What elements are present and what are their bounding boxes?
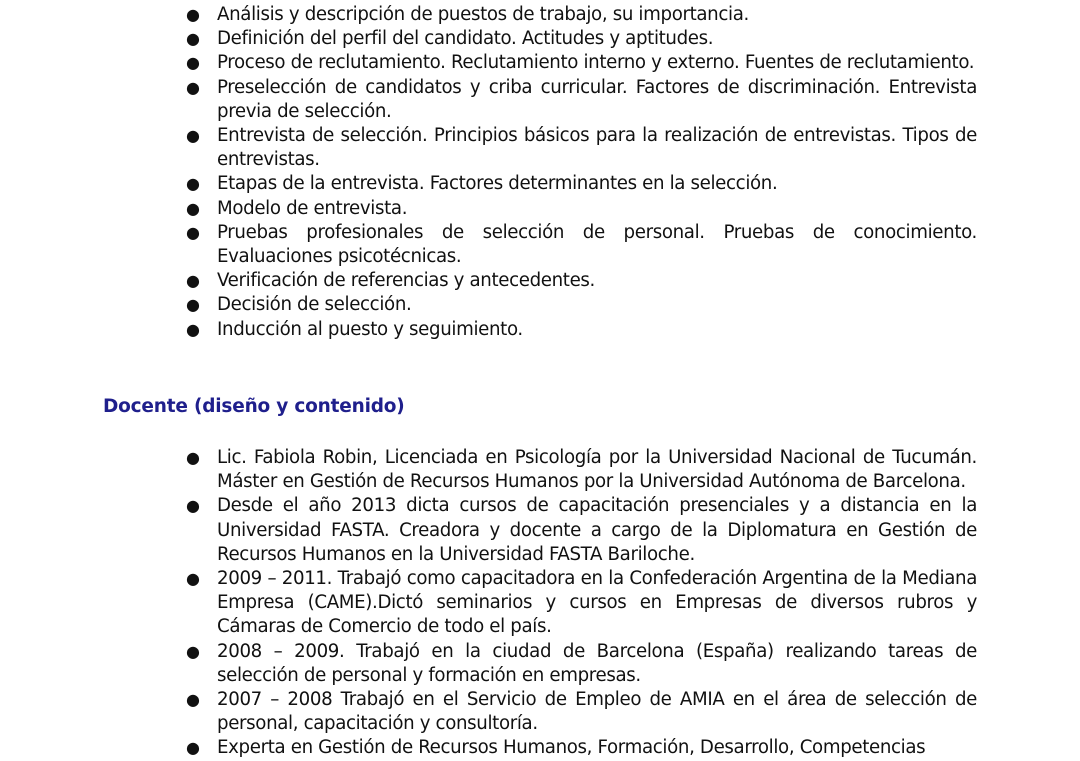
bullet-icon: ●: [186, 641, 200, 661]
list-item-text: 2008 – 2009. Trabajó en la ciudad de Barcelona (España) realizando tareas de selección de personal y formación en empresas.: [217, 640, 977, 686]
bullet-icon: ●: [186, 295, 200, 315]
list-item-text: Experta en Gestión de Recursos Humanos, Formación, Desarrollo, Competencias: [217, 737, 926, 759]
list-item: [186, 124, 977, 172]
section-heading-docente: Docente (diseño y contenido): [103, 396, 405, 417]
list-item: [186, 27, 977, 51]
list-item-text: 2009 – 2011. Trabajó como capacitadora en la Confederación Argentina de la Mediana Empresa (CAME).Dictó seminarios y cursos en Empresas de diversos rubros y Cámaras de Comercio de todo el país.: [217, 568, 977, 638]
list-item: [186, 494, 977, 567]
list-item-text: Preselección de candidatos y criba curricular. Factores de discriminación. Entrevista previa de selección.: [217, 76, 977, 122]
bullet-icon: ●: [186, 271, 200, 291]
list-item: [186, 736, 977, 760]
list-item-text: Lic. Fabiola Robin, Licenciada en Psicología por la Universidad Nacional de Tucumán. Máster en Gestión de Recursos Humanos por la Universidad Autónoma de Barcelona.: [217, 447, 977, 493]
list-item: [186, 51, 977, 75]
list-item-text: Inducción al puesto y seguimiento.: [217, 318, 523, 340]
list-item: [186, 269, 977, 293]
bullet-icon: ●: [186, 690, 200, 710]
list-item: [186, 197, 977, 221]
list-item: [186, 293, 977, 317]
bullet-icon: ●: [186, 496, 200, 516]
list-item-text: Proceso de reclutamiento. Reclutamiento interno y externo. Fuentes de reclutamiento.: [217, 52, 975, 74]
list-item-text: Decisión de selección.: [217, 294, 412, 316]
bullet-icon: ●: [186, 738, 200, 758]
list-item: [186, 221, 977, 269]
bullet-icon: ●: [186, 29, 200, 49]
list-item-text: Entrevista de selección. Principios básicos para la realización de entrevistas. Tipos de entrevistas.: [217, 125, 977, 171]
list-item: [186, 3, 977, 27]
list-item-text: 2007 – 2008 Trabajó en el Servicio de Empleo de AMIA en el área de selección de personal, capacitación y consultoría.: [217, 689, 977, 735]
list-item: [186, 318, 977, 342]
bullet-icon: ●: [186, 222, 200, 242]
list-item-text: Pruebas profesionales de selección de personal. Pruebas de conocimiento. Evaluaciones psicotécnicas.: [217, 221, 977, 268]
list-item-text: Etapas de la entrevista. Factores determinantes en la selección.: [217, 173, 778, 195]
bullet-icon: ●: [186, 53, 200, 73]
list-item: [186, 172, 977, 196]
list-item-text: Definición del perfil del candidato. Actitudes y aptitudes.: [217, 28, 714, 50]
bullet-icon: ●: [186, 319, 200, 339]
bullet-icon: ●: [186, 569, 200, 589]
list-item: [186, 640, 977, 688]
list-item-text: Modelo de entrevista.: [217, 197, 408, 219]
bullet-icon: ●: [186, 448, 200, 467]
list-item: [186, 446, 977, 494]
temario-list: [0, 3, 977, 342]
list-item: [186, 567, 977, 640]
bullet-icon: ●: [186, 126, 200, 146]
bullet-icon: ●: [186, 77, 200, 97]
bullet-icon: ●: [186, 174, 200, 194]
list-item: [186, 76, 977, 124]
list-item-text: Desde el año 2013 dicta cursos de capacitación presenciales y a distancia en la Universidad FASTA. Creadora y docente a cargo de la Diplomatura en Gestión de Recursos Humanos en la Universidad FASTA Bariloche.: [217, 495, 977, 565]
list-item: [186, 688, 977, 736]
list-item-text: Verificación de referencias y antecedentes.: [217, 270, 595, 292]
bullet-icon: ●: [186, 198, 200, 218]
bullet-icon: ●: [186, 5, 200, 24]
docente-list: [0, 446, 977, 761]
list-item-text: Análisis y descripción de puestos de trabajo, su importancia.: [217, 4, 749, 25]
